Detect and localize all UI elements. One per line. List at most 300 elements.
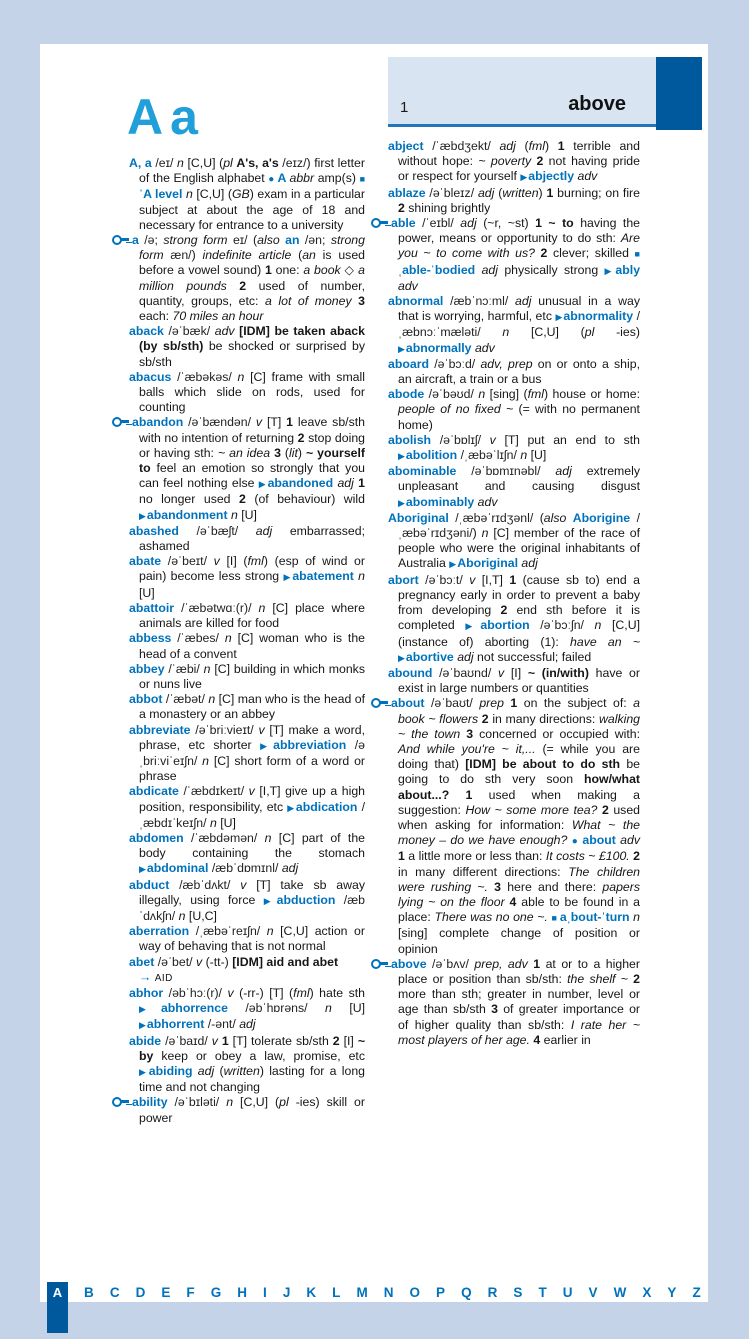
alphabet-letter-y: Y bbox=[667, 1285, 677, 1300]
derivative-marker-icon: ▶ bbox=[139, 510, 147, 521]
headword: aberration bbox=[129, 924, 196, 939]
text-segment: strong form bbox=[163, 233, 233, 248]
alphabet-letter-w: W bbox=[613, 1285, 627, 1300]
text-segment: n bbox=[224, 631, 238, 646]
text-segment: physically strong bbox=[504, 262, 605, 277]
text-segment: ( bbox=[253, 233, 258, 248]
text-segment: n bbox=[185, 187, 197, 202]
headword: ably bbox=[615, 262, 641, 277]
text-segment: ) first letter of the English alphabet bbox=[139, 156, 365, 186]
dictionary-entry bbox=[129, 415, 365, 523]
text-segment: adj bbox=[481, 262, 505, 277]
headword: a bbox=[132, 233, 145, 248]
dictionary-entry bbox=[388, 186, 640, 216]
text-segment: [C] part of the body containing the stomach bbox=[139, 830, 365, 861]
text-segment: A's, a's bbox=[236, 156, 283, 170]
text-segment: embarrassed; ashamed bbox=[139, 523, 365, 554]
derivative-marker-icon: ▶ bbox=[139, 864, 147, 875]
headword: A, a bbox=[129, 156, 156, 170]
text-segment: /əˈbɒmɪnəbl/ bbox=[471, 464, 556, 479]
oxford-key-icon bbox=[112, 235, 128, 244]
derivative-marker-icon: ▶ bbox=[604, 265, 616, 276]
text-segment: [I,T] bbox=[481, 572, 510, 587]
text-segment: one: bbox=[275, 263, 304, 278]
dictionary-entry bbox=[388, 387, 640, 433]
alphabet-letter-s: S bbox=[513, 1285, 523, 1300]
text-segment: ~ poverty bbox=[478, 154, 537, 169]
headword: abbreviate bbox=[129, 722, 196, 737]
text-segment: 1 bbox=[557, 139, 574, 153]
text-segment: 2 bbox=[536, 154, 549, 169]
text-segment: v bbox=[255, 415, 267, 430]
text-segment: 1 bbox=[509, 572, 523, 587]
alphabet-letter-z: Z bbox=[692, 1285, 701, 1300]
text-segment: n bbox=[237, 369, 251, 384]
derivative-marker-icon: ▶ bbox=[398, 343, 406, 354]
dictionary-entry bbox=[129, 723, 365, 785]
text-segment: /əˌbriːviˈeɪʃn/ bbox=[139, 737, 365, 768]
text-segment: /əˈbæʃt/ bbox=[196, 523, 256, 538]
alphabet-letter-u: U bbox=[562, 1285, 573, 1300]
text-segment: stop doing or having sth: bbox=[139, 430, 365, 460]
text-segment: [C,U] ( bbox=[240, 1095, 280, 1110]
text-segment: v bbox=[498, 665, 511, 680]
text-segment: each: bbox=[139, 309, 173, 324]
headword: abnormality bbox=[563, 309, 637, 324]
headword: abide bbox=[129, 1033, 166, 1048]
headword: ˌable-ˈbodied bbox=[398, 262, 482, 277]
text-segment: ) hate sth bbox=[309, 985, 366, 1000]
text-segment: æn/ bbox=[170, 248, 192, 263]
text-segment: 2 bbox=[239, 492, 255, 507]
text-segment: (~r, ~st) bbox=[483, 216, 536, 231]
text-segment: 4 bbox=[533, 1032, 544, 1047]
text-segment: ) bbox=[472, 526, 482, 541]
text-segment: /əˈbɔːt/ bbox=[425, 572, 470, 587]
text-segment: [C] frame with small balls which slide on rods, used for counting bbox=[139, 369, 365, 415]
text-segment: not having pride or respect for yourself bbox=[398, 154, 640, 184]
derivative-marker-icon: ▶ bbox=[139, 1020, 147, 1031]
derivative-marker-icon: ▶ bbox=[398, 497, 406, 508]
headword: abduction bbox=[276, 892, 344, 907]
text-segment: burning; on fire bbox=[557, 185, 640, 200]
text-segment: /ˈæbdəmən/ bbox=[190, 830, 265, 845]
text-segment: [U] bbox=[220, 815, 236, 830]
text-segment: [U,C] bbox=[188, 908, 217, 923]
text-segment: [sing] ( bbox=[489, 387, 528, 402]
text-segment: /æbˈdʌkt/ bbox=[179, 877, 241, 892]
text-segment: n bbox=[203, 661, 215, 676]
text-segment: /ˈæbi/ bbox=[168, 661, 204, 676]
text-segment: n bbox=[502, 325, 531, 340]
text-segment: at or to a higher place or position than sb/sth: bbox=[398, 956, 640, 986]
text-segment: no longer used bbox=[139, 492, 240, 507]
text-segment: /æbˈdʌkʃn/ bbox=[139, 892, 365, 923]
headword: abandon bbox=[132, 415, 189, 430]
letter-thumb-tab-top bbox=[656, 57, 702, 130]
text-segment: /əˈbɒlɪʃ/ bbox=[439, 432, 490, 447]
headword: abbreviation bbox=[273, 737, 355, 752]
text-segment: /eɪz/ bbox=[282, 156, 307, 170]
headword: abiding bbox=[148, 1063, 198, 1078]
text-segment: adv, prep bbox=[480, 356, 538, 371]
headword: about bbox=[391, 696, 431, 711]
text-segment: (of behaviour) wild bbox=[254, 492, 365, 507]
text-segment: 2 bbox=[633, 971, 640, 986]
compound-marker-icon: ■ bbox=[359, 174, 365, 185]
text-segment: adj bbox=[477, 185, 499, 200]
text-segment: -ies) skill or power bbox=[139, 1095, 365, 1125]
text-segment: written bbox=[223, 1063, 260, 1078]
oxford-key-icon bbox=[112, 417, 128, 426]
text-segment: 3 bbox=[466, 726, 480, 741]
dictionary-entry bbox=[129, 156, 365, 233]
text-segment: prep, adv bbox=[474, 956, 534, 971]
text-segment: adv bbox=[477, 494, 498, 509]
headword: about bbox=[582, 833, 621, 848]
text-segment: How ~ some more tea? bbox=[465, 802, 602, 817]
text-segment: a book ~ flowers bbox=[398, 696, 640, 726]
text-segment: ~ by bbox=[139, 1033, 365, 1063]
text-segment: prep bbox=[479, 696, 511, 711]
text-segment: /əˈbleɪz/ bbox=[429, 185, 478, 200]
text-segment: 3 bbox=[491, 1002, 504, 1017]
derivative-marker-icon: ▶ bbox=[520, 172, 529, 183]
text-segment: 1 bbox=[510, 696, 524, 711]
text-segment: /ˈeɪbl/ bbox=[422, 216, 461, 231]
headword: abominable bbox=[388, 464, 472, 479]
text-segment: 1 bbox=[533, 956, 546, 971]
text-segment: 1 bbox=[358, 476, 366, 491]
text-segment: have an ~ bbox=[570, 634, 641, 649]
sense-marker-icon: ● bbox=[268, 174, 278, 186]
headword: abandoned bbox=[267, 476, 338, 491]
text-segment: [IDM] be about to do sth bbox=[465, 757, 627, 772]
text-segment: /-ənt/ bbox=[207, 1017, 240, 1032]
text-segment: v bbox=[240, 877, 257, 892]
alphabet-letter-q: Q bbox=[461, 1285, 472, 1300]
text-segment: a lot of money bbox=[265, 293, 359, 308]
headword: abnormally bbox=[405, 340, 475, 355]
text-segment: /ˌæbəˈrɪdʒəni/ bbox=[398, 510, 640, 541]
cross-reference-arrow-icon: → bbox=[139, 969, 155, 984]
derivative-marker-icon: ▶ bbox=[398, 451, 406, 462]
text-segment: Are you ~ to come with us? bbox=[398, 231, 640, 261]
headword: abolition bbox=[405, 448, 461, 463]
derivative-marker-icon: ▶ bbox=[260, 740, 274, 751]
text-segment: not successful; failed bbox=[477, 649, 592, 664]
column-right bbox=[388, 139, 640, 1048]
text-segment: What ~ the money – do we have enough? bbox=[398, 817, 640, 848]
text-segment: [U] bbox=[530, 448, 547, 463]
text-segment: [IDM] be taken aback (by sb/sth) bbox=[139, 324, 365, 354]
text-segment: /əbˈhɒrəns/ bbox=[245, 1001, 326, 1016]
dictionary-entry bbox=[388, 464, 640, 511]
oxford-key-icon bbox=[371, 959, 387, 968]
text-segment: 2 bbox=[540, 246, 553, 261]
text-segment: [C] building in which monks or nuns live bbox=[139, 661, 365, 691]
text-segment: shining brightly bbox=[408, 200, 491, 215]
headword: aboard bbox=[388, 356, 435, 371]
text-segment: strong form bbox=[139, 233, 365, 263]
alphabet-letter-e: E bbox=[161, 1285, 171, 1300]
alphabet-letter-j: J bbox=[282, 1285, 291, 1300]
text-segment: how/what about...? 1 bbox=[398, 772, 640, 802]
text-segment: [T] put an end to sth bbox=[504, 432, 640, 447]
dictionary-entry bbox=[388, 139, 640, 186]
text-segment: n bbox=[325, 1001, 350, 1016]
text-segment: people of no fixed ~ bbox=[398, 402, 519, 417]
alphabet-letter-k: K bbox=[306, 1285, 317, 1300]
text-segment: v bbox=[195, 954, 206, 969]
dictionary-entry bbox=[129, 955, 365, 986]
text-segment: end sth before it is completed bbox=[398, 603, 640, 633]
text-segment: in many different directions: bbox=[398, 864, 569, 879]
text-segment: [U] bbox=[139, 585, 155, 600]
text-segment: n bbox=[258, 600, 273, 615]
text-segment: /ˈæbdɪkeɪt/ bbox=[183, 784, 249, 799]
text-segment: 2 bbox=[297, 430, 309, 445]
text-segment: (= while you are doing that) bbox=[398, 741, 640, 772]
text-segment: n bbox=[594, 618, 612, 633]
dictionary-entry bbox=[129, 601, 365, 631]
text-segment: ) bbox=[191, 248, 203, 263]
dictionary-entry bbox=[129, 1095, 365, 1125]
text-segment: a little more or less than: bbox=[408, 849, 546, 864]
text-segment: fml bbox=[247, 554, 264, 569]
headword: able bbox=[391, 216, 423, 231]
text-segment: lit bbox=[289, 445, 298, 460]
headword: abashed bbox=[129, 523, 197, 538]
dictionary-entry bbox=[129, 986, 365, 1034]
text-segment: be going to do sth very soon bbox=[398, 757, 641, 787]
alphabet-letter-g: G bbox=[210, 1285, 222, 1300]
guide-word: above bbox=[568, 93, 626, 115]
text-segment: /ˌæbnɔːˈmæləti/ bbox=[398, 309, 641, 340]
dictionary-entry bbox=[129, 662, 365, 692]
text-segment: /əbˈhɔː(r)/ bbox=[168, 985, 228, 1000]
text-segment: n bbox=[209, 815, 221, 830]
text-segment: v bbox=[213, 554, 227, 569]
headword: aback bbox=[129, 324, 169, 339]
text-segment: fml bbox=[528, 139, 546, 153]
text-segment: earlier in bbox=[543, 1032, 591, 1047]
text-segment: n bbox=[177, 156, 188, 170]
text-segment: an bbox=[302, 248, 323, 263]
text-segment: /ˈæbdʒekt/ bbox=[432, 139, 500, 153]
text-segment: 3 bbox=[274, 445, 285, 460]
text-segment: /ˈæbət/ bbox=[165, 692, 209, 707]
alphabet-letter-n: N bbox=[383, 1285, 394, 1300]
derivative-marker-icon: ▶ bbox=[258, 479, 268, 490]
text-segment: v bbox=[227, 985, 240, 1000]
dictionary-entry bbox=[388, 573, 640, 666]
text-segment: (-rr-) [T] ( bbox=[239, 985, 294, 1000]
text-segment: concerned or occupied with: bbox=[479, 726, 640, 741]
headword: A bbox=[277, 171, 290, 186]
dictionary-entry bbox=[129, 370, 365, 416]
text-segment: of greater importance or of higher quality than sb/sth: bbox=[398, 1002, 640, 1032]
text-segment: amp(s) bbox=[317, 171, 360, 186]
headword: an bbox=[285, 233, 305, 248]
text-segment: n bbox=[266, 924, 281, 939]
dictionary-entry bbox=[388, 216, 640, 294]
text-segment: 2 bbox=[398, 200, 409, 215]
text-segment: 3 bbox=[358, 293, 365, 308]
text-segment: is used before a vowel sound) bbox=[139, 248, 366, 278]
text-segment: /əˈbaʊnd/ bbox=[439, 665, 498, 680]
alphabet-index-bar bbox=[47, 1282, 701, 1303]
text-segment: ) bbox=[538, 185, 547, 200]
text-segment: v bbox=[469, 572, 482, 587]
text-segment: /əˈbɔːʃn/ bbox=[540, 618, 595, 633]
text-segment: adv bbox=[214, 324, 240, 339]
page-number: 1 bbox=[400, 99, 409, 116]
text-segment: n bbox=[226, 1095, 241, 1110]
text-segment: /əˈbəʊd/ bbox=[428, 387, 479, 402]
headword: abate bbox=[129, 554, 168, 569]
text-segment: in many directions: bbox=[492, 711, 599, 726]
text-segment: written bbox=[502, 185, 539, 200]
headword: abhor bbox=[129, 985, 169, 1000]
letter-thumb-tab-bottom bbox=[47, 1303, 68, 1333]
text-segment: unusual in a way that is worrying, harmful, etc bbox=[398, 294, 641, 324]
alphabet-letter-o: O bbox=[409, 1285, 421, 1300]
text-segment: ( bbox=[498, 185, 503, 200]
text-segment: /əˈbaʊt/ bbox=[430, 696, 480, 711]
headword: abattoir bbox=[129, 600, 182, 615]
alphabet-letter-v: V bbox=[588, 1285, 598, 1300]
text-segment: [I] bbox=[343, 1033, 358, 1048]
alphabet-letter-f: F bbox=[186, 1285, 195, 1300]
alphabet-letter-d: D bbox=[135, 1285, 146, 1300]
text-segment: /əˈbriːvieɪt/ bbox=[195, 722, 259, 737]
section-letter-heading: Aa bbox=[127, 89, 205, 145]
headword: abandonment bbox=[146, 507, 231, 522]
text-segment: /ˌæbəˈlɪʃn/ bbox=[460, 448, 521, 463]
text-segment: n bbox=[478, 387, 490, 402]
text-segment: [C,U] ( bbox=[530, 325, 585, 340]
headword: abbey bbox=[129, 661, 169, 676]
text-segment: [C,U] (instance of) aborting (1): bbox=[398, 618, 640, 649]
dictionary-entry bbox=[129, 878, 365, 925]
dictionary-entry bbox=[129, 631, 365, 661]
dictionary-entry bbox=[388, 957, 640, 1048]
text-segment: ( bbox=[284, 445, 290, 460]
text-segment: 2 bbox=[500, 603, 517, 618]
oxford-key-icon bbox=[371, 698, 387, 707]
text-segment: ) bbox=[297, 445, 306, 460]
text-segment: pl bbox=[223, 156, 237, 170]
text-segment: 1 bbox=[546, 185, 558, 200]
alphabet-letter-x: X bbox=[642, 1285, 652, 1300]
text-segment: v bbox=[258, 722, 270, 737]
alphabet-letter-t: T bbox=[538, 1285, 547, 1300]
text-segment: ) bbox=[545, 139, 558, 153]
text-segment: /əˈbæk/ bbox=[168, 324, 215, 339]
text-segment: keep or obey a law, promise, etc bbox=[161, 1048, 365, 1063]
text-segment: [C] man who is the head of a monastery or an abbey bbox=[139, 692, 365, 722]
text-segment: adj bbox=[255, 523, 290, 538]
text-segment: also bbox=[543, 510, 573, 525]
text-segment: 1 bbox=[398, 849, 409, 864]
headword: abduct bbox=[129, 877, 180, 892]
text-segment: /ˌæbdɪˈkeɪʃn/ bbox=[139, 799, 365, 830]
text-segment: adv bbox=[577, 169, 598, 184]
text-segment: on or onto a ship, an aircraft, a train or a bus bbox=[398, 356, 640, 387]
text-segment: adj bbox=[515, 294, 539, 309]
headword: Aboriginal bbox=[457, 556, 522, 571]
text-segment: 70 miles an hour bbox=[172, 309, 264, 324]
headword: abjectly bbox=[528, 169, 578, 184]
text-segment: /æbˈdɒmɪnl/ bbox=[211, 861, 282, 876]
text-segment: eɪ/ bbox=[232, 233, 254, 248]
text-segment: [T] tolerate sb/sth bbox=[232, 1033, 333, 1048]
page-header bbox=[388, 57, 656, 127]
derivative-marker-icon: ▶ bbox=[398, 652, 406, 663]
derivative-marker-icon: ▶ bbox=[465, 621, 481, 632]
dictionary-entry bbox=[129, 831, 365, 878]
alphabet-letter-p: P bbox=[436, 1285, 446, 1300]
text-segment: adj bbox=[555, 464, 587, 479]
text-segment: fml bbox=[293, 985, 310, 1000]
text-segment: adv bbox=[620, 833, 640, 848]
text-segment: ( bbox=[219, 1063, 224, 1078]
compound-marker-icon: ■ bbox=[634, 249, 640, 260]
dictionary-entry bbox=[388, 511, 640, 573]
alphabet-letter-a: A bbox=[47, 1282, 68, 1303]
text-segment: walking ~ the town bbox=[398, 711, 641, 741]
text-segment: indefinite article bbox=[202, 248, 299, 263]
text-segment: 4 bbox=[509, 894, 522, 909]
text-segment: used of number, quantity, groups, etc: bbox=[139, 278, 365, 308]
derivative-marker-icon: ▶ bbox=[449, 559, 458, 570]
derivative-marker-icon: ▶ bbox=[139, 1004, 161, 1015]
dictionary-entry bbox=[129, 784, 365, 831]
headword: abdication bbox=[295, 799, 362, 814]
text-segment: /əˈbeɪt/ bbox=[167, 554, 214, 569]
text-segment: having the power, means or opportunity to do sth: bbox=[398, 216, 640, 246]
text-segment: [I] bbox=[510, 665, 528, 680]
dictionary-entry bbox=[388, 357, 640, 387]
text-segment: /ˈæbəkəs/ bbox=[177, 369, 238, 384]
text-segment: /ˌæbəˈreɪʃn/ bbox=[195, 924, 267, 939]
headword: abode bbox=[388, 387, 429, 402]
text-segment: [U] bbox=[349, 1001, 366, 1016]
text-segment: used when making a suggestion: bbox=[398, 787, 640, 817]
derivative-marker-icon: ▶ bbox=[139, 1066, 149, 1077]
text-segment: adj bbox=[460, 216, 484, 231]
alphabet-letter-c: C bbox=[109, 1285, 120, 1300]
text-segment: [sing] complete change of position or opinion bbox=[398, 926, 640, 956]
text-segment: [C] short form of a word or phrase bbox=[139, 753, 365, 784]
text-segment: It costs ~ £100. bbox=[545, 849, 634, 864]
text-segment: ( bbox=[539, 510, 544, 525]
alphabet-letter-h: H bbox=[237, 1285, 247, 1300]
headword: abbot bbox=[129, 692, 166, 707]
text-segment: (-tt-) bbox=[205, 954, 233, 969]
text-segment: There was no one ~. bbox=[434, 910, 552, 925]
text-segment: And while you're ~ it,... bbox=[398, 741, 543, 756]
text-segment: ~ an idea bbox=[217, 445, 275, 460]
headword: above bbox=[391, 956, 433, 971]
text-segment: papers lying ~ on the floor bbox=[398, 879, 640, 909]
headword: abdominal bbox=[146, 861, 212, 876]
headword: abatement bbox=[292, 569, 359, 584]
text-segment: 1 ~ to bbox=[535, 216, 581, 231]
text-segment: /ə; bbox=[144, 233, 164, 248]
text-segment: /æbˈnɔːml/ bbox=[450, 294, 516, 309]
